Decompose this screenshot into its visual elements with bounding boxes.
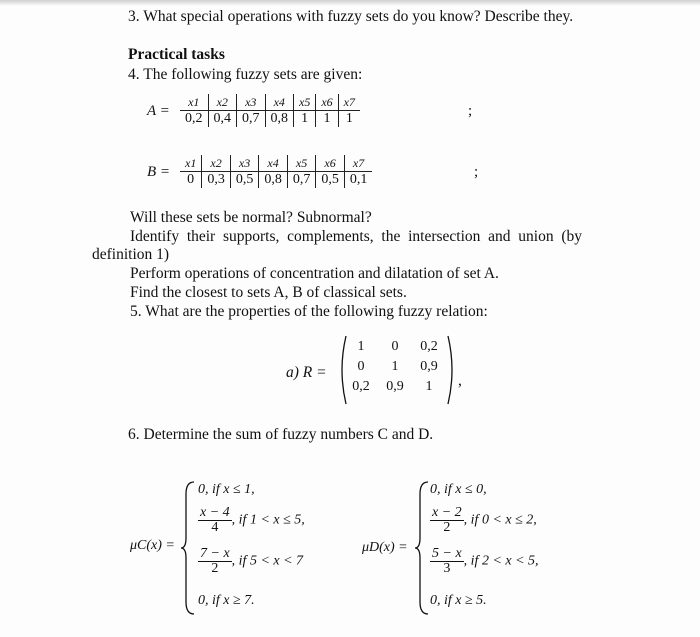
seta-element-3: x3 (237, 94, 266, 111)
mu-d-case-3-den: 3 (443, 561, 451, 576)
mu-c-case-3-num: 7 − x (200, 546, 230, 561)
set-b-label: B = (147, 164, 171, 180)
relation-prefix: a) R = (286, 364, 327, 381)
mu-d-case-2-cond: , if 0 < x ≤ 2, (463, 512, 537, 528)
matrix-cell: 1 (425, 379, 433, 394)
setb-membership-4: 0,8 (259, 172, 288, 189)
mu-c-label: μC(x) = (130, 538, 175, 553)
question-4-identify: Identify their supports, complements, the intersection and union (by (130, 228, 582, 245)
seta-membership-4: 0,8 (265, 111, 294, 128)
mu-c-brace (180, 480, 196, 616)
mu-d-case-3-num: 5 − x (432, 546, 462, 561)
mu-c-case-3 (198, 547, 303, 576)
relation-matrix (344, 337, 446, 397)
seta-element-7: x7 (338, 94, 360, 111)
page-shadow (0, 0, 700, 6)
setb-element-1: x1 (180, 155, 202, 172)
question-5: 5. What are the properties of the following fuzzy relation: (130, 303, 488, 320)
seta-membership-2: 0,4 (208, 111, 237, 128)
seta-element-2: x2 (208, 94, 237, 111)
seta-element-4: x4 (265, 94, 294, 111)
mu-c-case-2-den: 4 (211, 520, 219, 535)
setb-element-6: x6 (316, 155, 345, 172)
setb-element-4: x4 (259, 155, 288, 172)
set-b-semicolon: ; (474, 164, 479, 180)
seta-membership-6: 1 (316, 111, 338, 128)
mu-c-case-2-num: x − 4 (200, 505, 230, 520)
set-a-label: A = (147, 103, 170, 119)
matrix-cell: 1 (357, 339, 365, 354)
setb-element-5: x5 (287, 155, 316, 172)
mu-c-case-2-cond: , if 1 < x ≤ 5, (231, 512, 305, 528)
seta-membership-3: 0,7 (237, 111, 266, 128)
mu-d-case-3 (430, 547, 539, 576)
setb-element-7: x7 (344, 155, 372, 172)
matrix-row (344, 337, 446, 357)
question-4-closest: Find the closest to sets A, B of classical sets. (130, 284, 407, 301)
setb-membership-7: 0,1 (344, 172, 372, 189)
matrix-row (344, 377, 446, 397)
question-4-identify-cont: definition 1) (92, 246, 170, 263)
matrix-row (344, 357, 446, 377)
mu-c-case-4: 0, if x ≥ 7. (198, 593, 255, 608)
seta-element-1: x1 (180, 94, 208, 111)
matrix-cell: 0,2 (352, 379, 370, 394)
question-4-normal: Will these sets be normal? Subnormal? (130, 209, 372, 226)
mu-d-label: μD(x) = (362, 540, 408, 555)
matrix-cell: 0,9 (386, 379, 404, 394)
mu-d-brace (414, 480, 430, 616)
setb-membership-1: 0 (187, 172, 195, 187)
seta-membership-1: 0,2 (185, 111, 203, 126)
setb-element-3: x3 (230, 155, 259, 172)
mu-c-case-3-cond: , if 5 < x < 7 (231, 553, 304, 569)
relation-suffix: , (458, 372, 462, 389)
mu-d-case-2-num: x − 2 (432, 505, 462, 520)
matrix-cell: 1 (391, 359, 399, 374)
matrix-cell: 0,2 (420, 339, 438, 354)
matrix-cell: 0 (391, 339, 399, 354)
question-3: 3. What special operations with fuzzy sets do you know? Describe they. (128, 8, 574, 25)
matrix-cell: 0,9 (420, 359, 438, 374)
seta-membership-5: 1 (294, 111, 316, 128)
mu-c-case-3-den: 2 (211, 561, 219, 576)
setb-membership-2: 0,3 (202, 172, 231, 189)
mu-d-case-4: 0, if x ≥ 5. (430, 593, 487, 608)
setb-element-2: x2 (202, 155, 231, 172)
matrix-right-paren (446, 334, 458, 406)
setb-membership-5: 0,7 (287, 172, 316, 189)
set-a-table (180, 94, 360, 127)
set-a-semicolon: ; (468, 103, 473, 119)
matrix-cell: 0 (357, 359, 365, 374)
set-b-table (180, 155, 372, 188)
practical-tasks-heading: Practical tasks (128, 46, 225, 63)
seta-element-6: x6 (316, 94, 338, 111)
mu-d-case-2 (430, 506, 537, 535)
setb-membership-3: 0,5 (230, 172, 259, 189)
mu-c-case-1: 0, if x ≤ 1, (198, 482, 255, 497)
question-4: 4. The following fuzzy sets are given: (128, 66, 363, 83)
mu-d-case-2-den: 2 (443, 520, 451, 535)
question-4-perform: Perform operations of concentration and dilatation of set A. (130, 265, 499, 282)
setb-membership-6: 0,5 (316, 172, 345, 189)
seta-element-5: x5 (294, 94, 316, 111)
seta-membership-7: 1 (338, 111, 360, 128)
mu-c-case-2 (198, 506, 305, 535)
question-6: 6. Determine the sum of fuzzy numbers C and D. (128, 426, 434, 443)
mu-d-case-3-cond: , if 2 < x < 5, (463, 553, 539, 569)
mu-d-case-1: 0, if x ≤ 0, (430, 482, 487, 497)
